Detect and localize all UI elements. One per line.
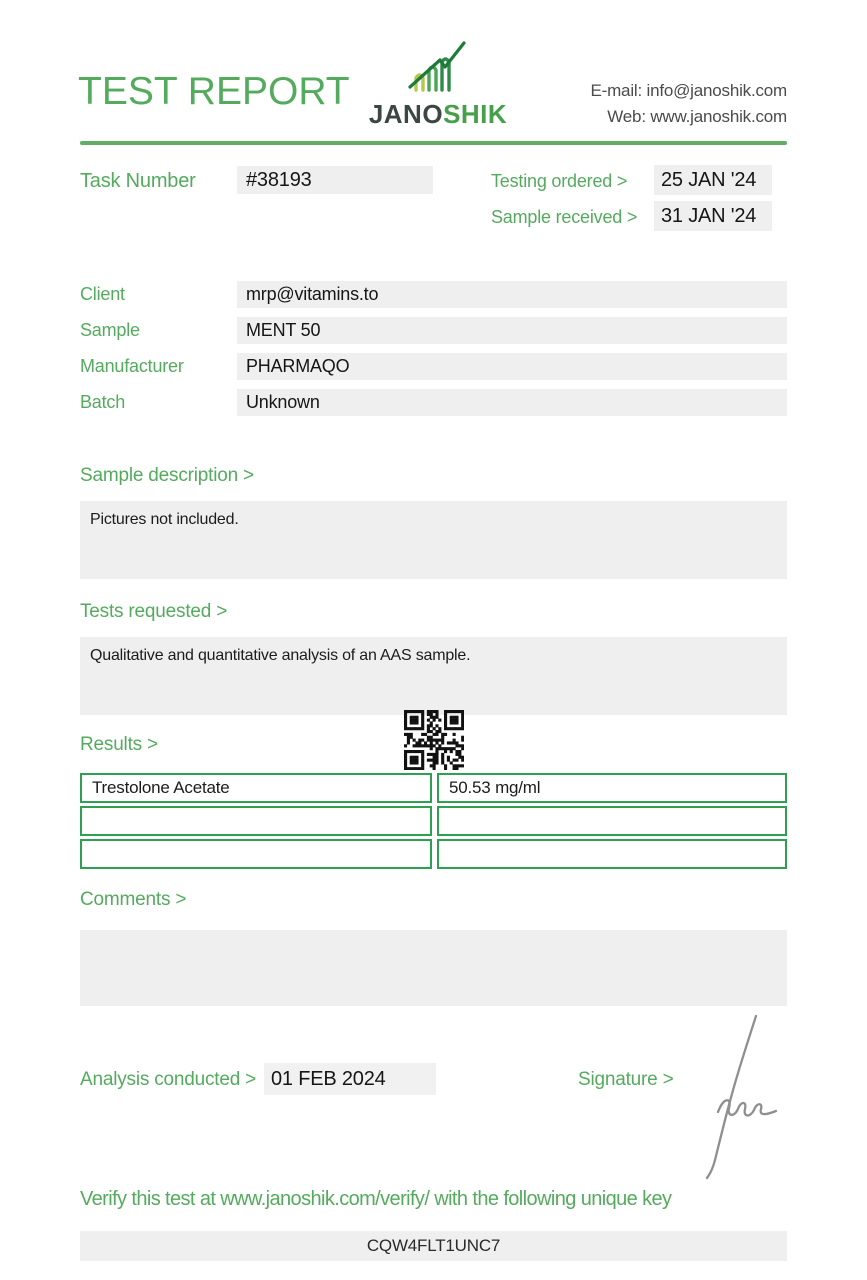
comments-box bbox=[80, 930, 787, 1006]
header-divider bbox=[80, 141, 787, 145]
results-table bbox=[80, 773, 787, 869]
bar-chart-logo-icon bbox=[402, 40, 474, 97]
client-value: mrp@vitamins.to bbox=[237, 281, 787, 308]
logo-wordmark-secondary: SHIK bbox=[443, 99, 508, 129]
logo-wordmark-primary: JANO bbox=[368, 99, 444, 129]
contact-info bbox=[591, 78, 788, 130]
result-value-cell bbox=[437, 839, 787, 869]
batch-label: Batch bbox=[80, 392, 126, 412]
result-substance-cell bbox=[80, 806, 432, 836]
result-substance-cell bbox=[80, 839, 432, 869]
unique-key-value: CQW4FLT1UNC7 bbox=[80, 1231, 787, 1261]
tests-requested-heading: Tests requested > bbox=[80, 601, 228, 622]
task-number-label: Task Number bbox=[80, 170, 196, 192]
task-number-value: #38193 bbox=[237, 166, 433, 194]
analysis-conducted-label: Analysis conducted > bbox=[80, 1069, 257, 1090]
result-value-cell: 50.53 mg/ml bbox=[437, 773, 787, 803]
comments-heading: Comments > bbox=[80, 889, 187, 910]
sample-received-label: Sample received > bbox=[491, 207, 638, 227]
result-value-cell bbox=[437, 806, 787, 836]
qr-code bbox=[404, 710, 464, 770]
contact-email: E-mail: info@janoshik.com bbox=[590, 81, 787, 100]
sample-description-box: Pictures not included. bbox=[80, 501, 787, 579]
manufacturer-label: Manufacturer bbox=[80, 356, 184, 376]
logo-wordmark bbox=[369, 99, 507, 130]
tests-requested-box: Qualitative and quantitative analysis of an AAS sample. bbox=[80, 637, 787, 715]
batch-value: Unknown bbox=[237, 389, 787, 416]
sample-label: Sample bbox=[80, 320, 140, 340]
page-title: TEST REPORT bbox=[78, 70, 350, 113]
manufacturer-value: PHARMAQO bbox=[237, 353, 787, 380]
signature-label: Signature > bbox=[578, 1069, 674, 1090]
sample-received-value: 31 JAN '24 bbox=[654, 201, 772, 231]
analysis-conducted-value: 01 FEB 2024 bbox=[264, 1063, 436, 1095]
results-heading: Results > bbox=[80, 734, 158, 755]
result-substance-cell: Trestolone Acetate bbox=[80, 773, 432, 803]
signature-scribble bbox=[692, 1012, 784, 1185]
janoshik-logo bbox=[338, 40, 538, 130]
testing-ordered-label: Testing ordered > bbox=[491, 171, 628, 191]
sample-description-heading: Sample description > bbox=[80, 465, 254, 486]
contact-web: Web: www.janoshik.com bbox=[607, 107, 787, 126]
verify-instruction: Verify this test at www.janoshik.com/verify/ with the following unique key bbox=[80, 1188, 672, 1210]
testing-ordered-value: 25 JAN '24 bbox=[654, 165, 772, 195]
client-label: Client bbox=[80, 284, 125, 304]
sample-value: MENT 50 bbox=[237, 317, 787, 344]
